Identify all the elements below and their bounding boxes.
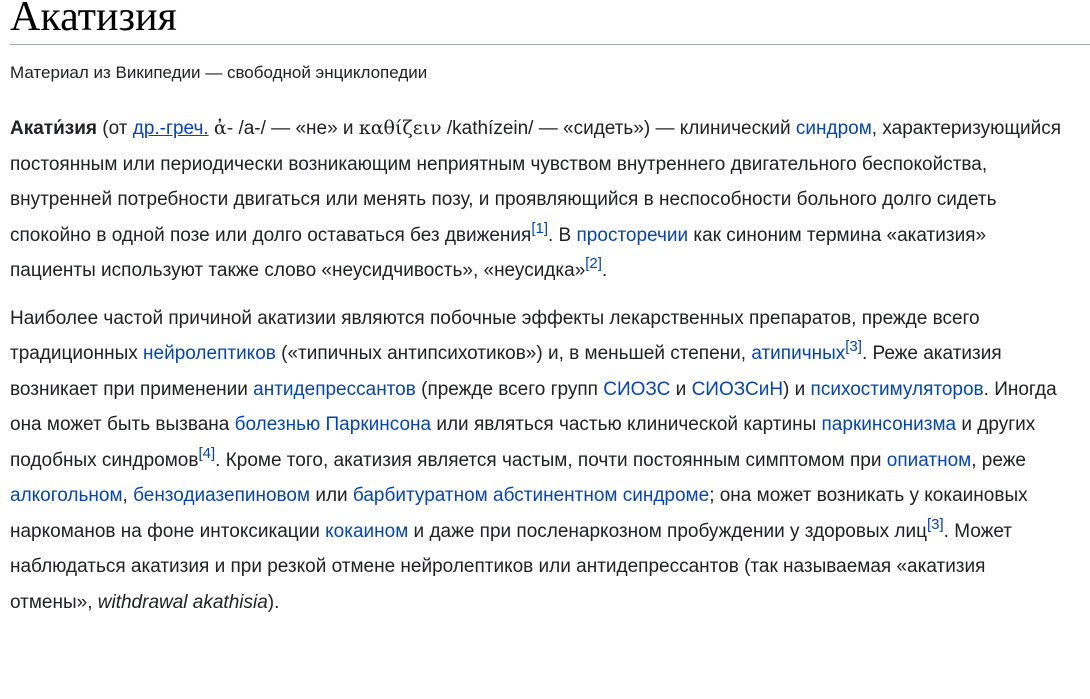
reference-2[interactable] xyxy=(585,255,602,272)
text-run: . Кроме того, акатизия является частым, почти постоянным симптомом при xyxy=(215,449,887,471)
text-run: (прежде всего групп xyxy=(415,378,604,400)
site-tagline: Материал из Википедии — свободной энциклопедии xyxy=(10,63,428,82)
article-term: Акати́зия xyxy=(10,118,97,139)
link-prostorechie[interactable]: просторечии xyxy=(576,224,689,246)
link-barbiturate-withdrawal[interactable]: барбитуратном абстинентном синдроме xyxy=(352,485,710,506)
link-parkinsonism[interactable]: паркинсонизма xyxy=(821,414,957,435)
link-antidepressants[interactable]: антидепрессантов xyxy=(253,378,416,400)
link-psychostimulants[interactable]: психостимуляторов xyxy=(810,378,984,400)
paragraph-causes xyxy=(10,301,1072,621)
link-alcohol[interactable]: алкогольном xyxy=(10,485,123,506)
link-atypical[interactable]: атипичных xyxy=(751,343,846,364)
link-neuroleptics[interactable]: нейролептиков xyxy=(143,343,276,364)
article-page xyxy=(10,0,1090,632)
link-syndrome[interactable]: синдром xyxy=(795,118,872,139)
text-run: ). xyxy=(267,591,280,613)
link-snri[interactable]: СИОЗСиН xyxy=(691,378,784,400)
text-run: как синоним термина «акатизия» пациенты используют также слово «неусидчивость», «неусидка» xyxy=(10,224,987,281)
paragraph-intro xyxy=(10,111,1072,289)
page-title: Акатизия xyxy=(10,0,1090,45)
text-run: и других подобных синдромов xyxy=(10,414,1036,471)
text-run: или являться частью клинической картины xyxy=(431,414,822,435)
text-run: ) и xyxy=(783,378,811,400)
text-run: /kathízein/ — «сидеть») — клинический xyxy=(441,118,796,139)
text-run: . xyxy=(601,260,608,281)
reference-link[interactable]: [3] xyxy=(926,515,944,533)
reference-4[interactable] xyxy=(198,445,215,462)
reference-link[interactable]: [4] xyxy=(198,444,216,462)
text-run: . Может наблюдаться акатизия и при резкой отмене нейролептиков или антидепрессантов (так называемая «акатизия отмены», xyxy=(10,520,1012,613)
text-run: и xyxy=(670,378,692,400)
greek-word: καθίζειν xyxy=(358,117,442,139)
reference-3[interactable] xyxy=(845,338,862,355)
reference-3-repeat[interactable] xyxy=(927,516,944,533)
article-body xyxy=(10,111,1072,620)
text-run: Наиболее частой причиной акатизии являются побочные эффекты лекарственных препаратов, прежде всего традиционных xyxy=(10,307,980,364)
text-run: , реже xyxy=(971,449,1026,471)
text-run: . Иногда она может быть вызвана xyxy=(10,378,1057,435)
reference-link[interactable]: [3] xyxy=(845,338,862,355)
text-run: , xyxy=(122,485,134,506)
english-term: withdrawal akathisia xyxy=(97,591,268,613)
reference-link[interactable]: [2] xyxy=(585,255,602,272)
text-run: (от xyxy=(97,118,133,139)
text-run: или xyxy=(310,485,353,506)
greek-prefix: ἀ- xyxy=(213,117,234,139)
text-run: /a-/ — «не» и xyxy=(233,118,359,139)
text-run: и даже при посленаркозном пробуждении у здоровых лиц xyxy=(408,520,927,542)
link-ancient-greek[interactable]: др.-греч. xyxy=(132,118,209,139)
reference-1[interactable] xyxy=(531,220,548,237)
text-run: ; она может возникать у кокаиновых наркоманов на фоне интоксикации xyxy=(10,485,1028,542)
reference-link[interactable]: [1] xyxy=(531,219,548,237)
link-opiate[interactable]: опиатном xyxy=(886,449,972,471)
link-ssri[interactable]: СИОЗС xyxy=(603,378,671,400)
text-run: . Реже акатизия возникает при применении xyxy=(10,343,1002,400)
link-benzodiazepine[interactable]: бензодиазепиновом xyxy=(133,485,311,506)
text-run: , характеризующийся постоянным или периодически возникающим неприятным чувством внутреннего двигательного беспокойства, внутренней потребности двигаться или менять позу, и проявляющийся в неспособности больного долго сидеть спокойно в одной позе или долго оставаться без движения xyxy=(10,118,1061,246)
link-parkinson-disease[interactable]: болезнью Паркинсона xyxy=(234,414,432,435)
text-run: («типичных антипсихотиков») и, в меньшей степени, xyxy=(275,343,752,364)
text-run: . В xyxy=(548,224,577,246)
link-cocaine[interactable]: кокаином xyxy=(325,520,409,542)
